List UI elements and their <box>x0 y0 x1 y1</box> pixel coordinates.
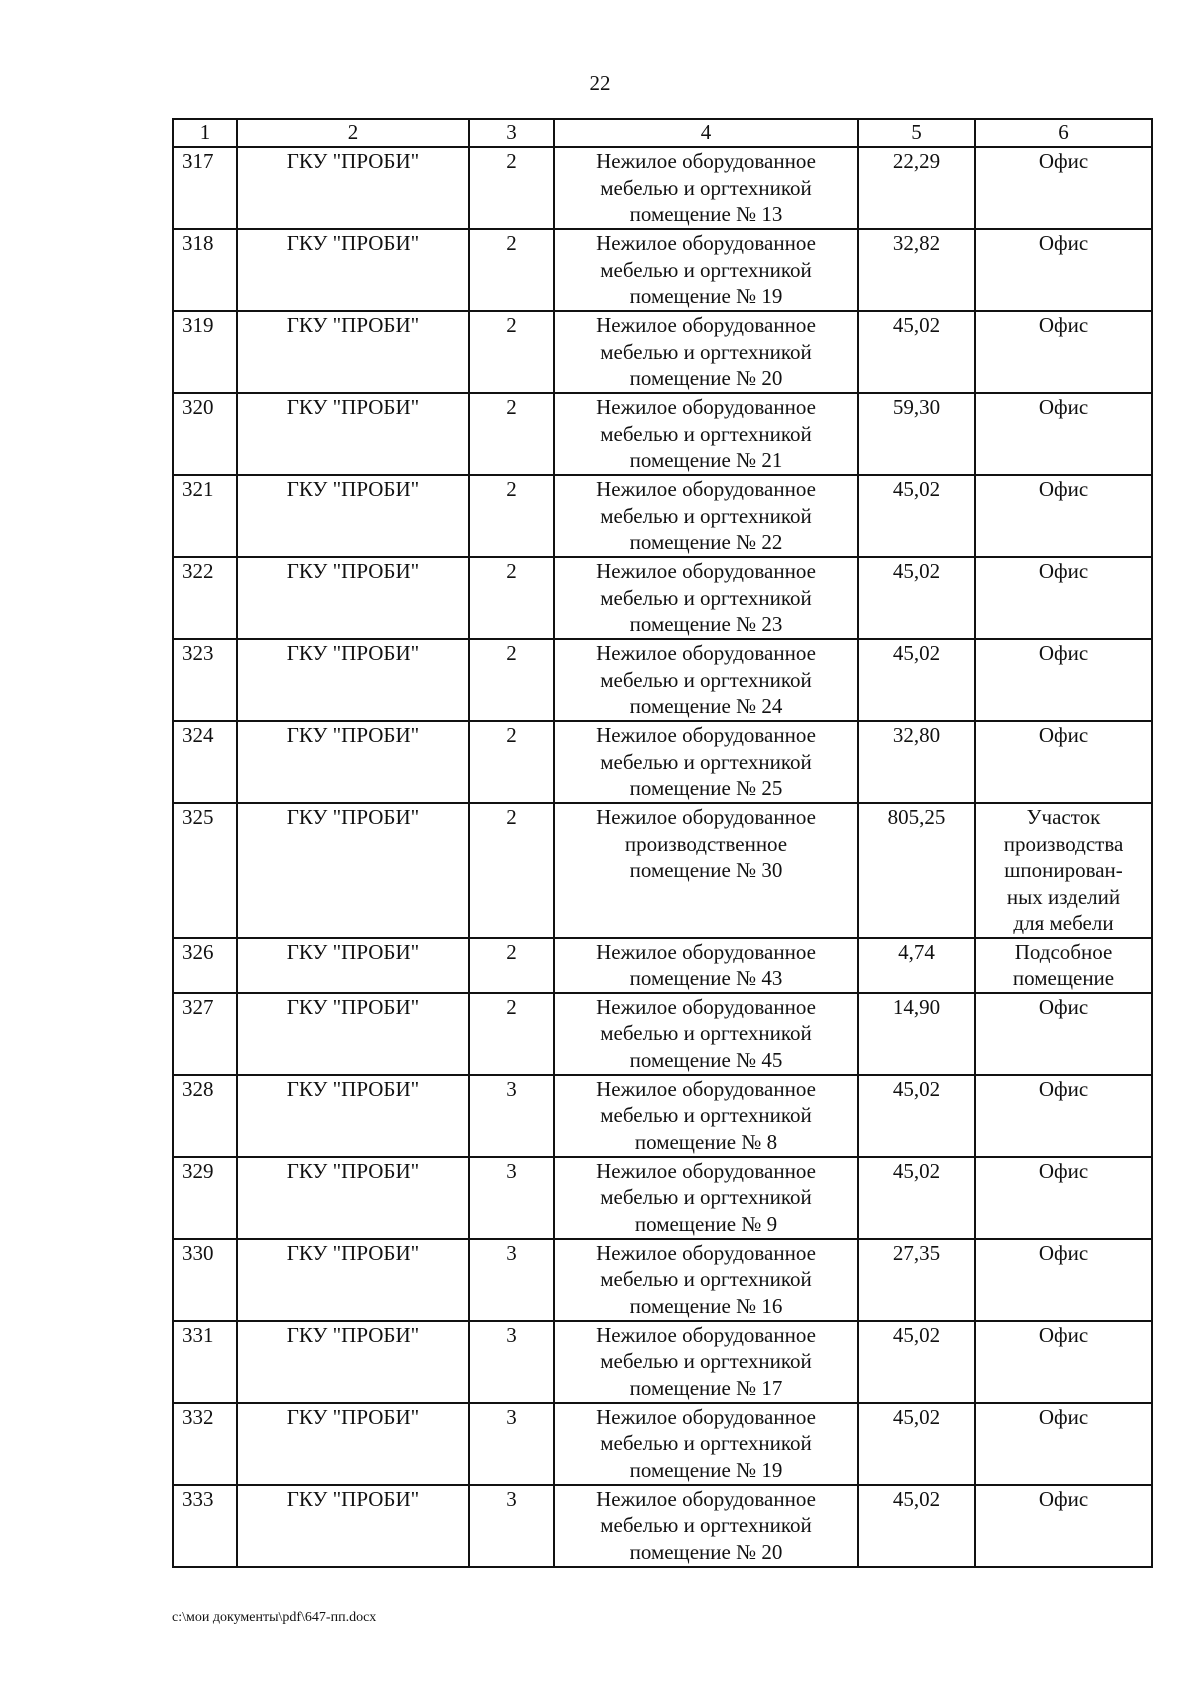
cell-description-line: мебелью и оргтехникой <box>600 667 812 692</box>
cell-purpose-line: производства <box>1003 831 1124 856</box>
cell-purpose <box>975 721 1152 803</box>
page-number: 22 <box>589 71 611 95</box>
cell-description-line: Нежилое оборудованное <box>596 1158 816 1183</box>
table-row <box>173 1075 1152 1157</box>
cell-description <box>554 229 858 311</box>
cell-description <box>554 311 858 393</box>
table-row <box>173 1321 1152 1403</box>
cell-purpose-line: для мебели <box>1013 911 1114 935</box>
table-row <box>173 1485 1152 1567</box>
cell-area: 45,02 <box>858 1321 975 1403</box>
cell-area: 22,29 <box>858 147 975 229</box>
column-header-5: 5 <box>858 119 975 147</box>
cell-description-line: помещение № 25 <box>629 776 783 800</box>
cell-description-line: помещение № 17 <box>629 1375 783 1400</box>
footer-file-path: c:\мои документы\pdf\647-пп.docx <box>172 1610 377 1625</box>
cell-description <box>554 1075 858 1157</box>
cell-organization: ГКУ "ПРОБИ" <box>237 993 469 1075</box>
table-body <box>173 147 1152 1567</box>
cell-purpose <box>975 639 1152 721</box>
cell-number: 318 <box>173 229 237 311</box>
cell-description-line: Нежилое оборудованное <box>596 1240 816 1265</box>
table-row <box>173 993 1152 1075</box>
cell-description-line: помещение № 30 <box>629 858 783 882</box>
cell-number: 323 <box>173 639 237 721</box>
cell-description-line: Нежилое оборудованное <box>596 1322 816 1347</box>
cell-description <box>554 1485 858 1567</box>
cell-area: 32,82 <box>858 229 975 311</box>
cell-organization: ГКУ "ПРОБИ" <box>237 475 469 557</box>
table-row <box>173 475 1152 557</box>
table-row <box>173 557 1152 639</box>
cell-description-line: Нежилое оборудованное <box>596 313 816 337</box>
cell-purpose-line: Подсобное <box>1014 939 1113 964</box>
cell-description <box>554 475 858 557</box>
cell-purpose-line: Офис <box>1038 477 1089 501</box>
cell-purpose-line: Офис <box>1038 559 1089 583</box>
cell-floor: 3 <box>469 1321 554 1403</box>
cell-purpose-line: Офис <box>1038 1158 1089 1183</box>
cell-description-line: Нежилое оборудованное <box>596 559 816 583</box>
cell-number: 330 <box>173 1239 237 1321</box>
cell-description-line: мебелью и оргтехникой <box>600 175 812 200</box>
cell-number: 325 <box>173 803 237 938</box>
cell-description-line: помещение № 22 <box>629 530 783 554</box>
cell-purpose-line: Офис <box>1038 641 1089 665</box>
cell-description <box>554 938 858 993</box>
cell-area: 45,02 <box>858 1485 975 1567</box>
table-row <box>173 147 1152 229</box>
cell-description <box>554 1239 858 1321</box>
cell-description-line: Нежилое оборудованное <box>596 805 816 829</box>
cell-purpose <box>975 557 1152 639</box>
cell-number: 319 <box>173 311 237 393</box>
table-row <box>173 1157 1152 1239</box>
cell-purpose-line: Офис <box>1038 1076 1089 1101</box>
table-row <box>173 803 1152 938</box>
column-header-2: 2 <box>237 119 469 147</box>
cell-description-line: Нежилое оборудованное <box>596 994 816 1019</box>
column-header-6: 6 <box>975 119 1152 147</box>
table-row <box>173 639 1152 721</box>
cell-description-line: Нежилое оборудованное <box>596 939 816 964</box>
cell-purpose <box>975 1239 1152 1321</box>
cell-area: 805,25 <box>858 803 975 938</box>
cell-number: 332 <box>173 1403 237 1485</box>
column-header-4: 4 <box>554 119 858 147</box>
cell-description-line: мебелью и оргтехникой <box>600 1513 812 1537</box>
table-row <box>173 938 1152 993</box>
cell-description <box>554 803 858 938</box>
cell-organization: ГКУ "ПРОБИ" <box>237 1157 469 1239</box>
cell-number: 320 <box>173 393 237 475</box>
cell-area: 45,02 <box>858 557 975 639</box>
cell-purpose <box>975 1157 1152 1239</box>
cell-organization: ГКУ "ПРОБИ" <box>237 229 469 311</box>
cell-description-line: мебелью и оргтехникой <box>600 1349 812 1373</box>
cell-description-line: помещение № 20 <box>629 1539 783 1564</box>
cell-description-line: помещение № 23 <box>629 612 783 636</box>
cell-description-line: помещение № 21 <box>629 448 783 472</box>
cell-purpose-line: Офис <box>1038 231 1089 255</box>
table-row <box>173 311 1152 393</box>
cell-number: 317 <box>173 147 237 229</box>
table-header-row <box>173 119 1152 147</box>
cell-organization: ГКУ "ПРОБИ" <box>237 639 469 721</box>
cell-purpose <box>975 1485 1152 1567</box>
cell-purpose <box>975 147 1152 229</box>
cell-description-line: помещение № 24 <box>629 694 783 718</box>
cell-number: 333 <box>173 1485 237 1567</box>
cell-purpose <box>975 1321 1152 1403</box>
cell-floor: 2 <box>469 393 554 475</box>
cell-organization: ГКУ "ПРОБИ" <box>237 721 469 803</box>
cell-organization: ГКУ "ПРОБИ" <box>237 311 469 393</box>
cell-description <box>554 993 858 1075</box>
cell-organization: ГКУ "ПРОБИ" <box>237 557 469 639</box>
table-row <box>173 721 1152 803</box>
cell-purpose <box>975 993 1152 1075</box>
cell-floor: 2 <box>469 311 554 393</box>
cell-description <box>554 721 858 803</box>
cell-description-line: мебелью и оргтехникой <box>600 749 812 774</box>
cell-description <box>554 1157 858 1239</box>
cell-description <box>554 1403 858 1485</box>
cell-purpose <box>975 803 1152 938</box>
cell-number: 324 <box>173 721 237 803</box>
cell-area: 14,90 <box>858 993 975 1075</box>
cell-purpose <box>975 475 1152 557</box>
cell-organization: ГКУ "ПРОБИ" <box>237 1485 469 1567</box>
cell-description-line: Нежилое оборудованное <box>596 1404 816 1429</box>
cell-purpose <box>975 938 1152 993</box>
cell-purpose-line: Участок <box>1026 805 1101 829</box>
cell-description-line: Нежилое оборудованное <box>596 395 816 419</box>
cell-number: 321 <box>173 475 237 557</box>
cell-description-line: мебелью и оргтехникой <box>600 503 812 528</box>
cell-description <box>554 1321 858 1403</box>
cell-organization: ГКУ "ПРОБИ" <box>237 1075 469 1157</box>
table-row <box>173 229 1152 311</box>
cell-purpose-line: шпонирован- <box>1004 858 1123 882</box>
cell-description-line: мебелью и оргтехникой <box>600 1267 812 1291</box>
cell-description-line: мебелью и оргтехникой <box>600 1021 812 1045</box>
cell-organization: ГКУ "ПРОБИ" <box>237 803 469 938</box>
cell-number: 322 <box>173 557 237 639</box>
cell-purpose <box>975 1403 1152 1485</box>
cell-description-line: помещение № 19 <box>629 284 783 308</box>
cell-organization: ГКУ "ПРОБИ" <box>237 1239 469 1321</box>
cell-purpose-line: Офис <box>1038 1322 1089 1347</box>
cell-description-line: производственное <box>624 831 788 856</box>
cell-purpose-line: помещение <box>1012 966 1115 990</box>
cell-number: 329 <box>173 1157 237 1239</box>
cell-organization: ГКУ "ПРОБИ" <box>237 1321 469 1403</box>
cell-floor: 2 <box>469 147 554 229</box>
cell-floor: 3 <box>469 1485 554 1567</box>
cell-purpose-line: Офис <box>1038 994 1089 1019</box>
cell-description <box>554 639 858 721</box>
cell-organization: ГКУ "ПРОБИ" <box>237 1403 469 1485</box>
cell-area: 45,02 <box>858 639 975 721</box>
cell-description-line: помещение № 19 <box>629 1457 783 1482</box>
cell-area: 4,74 <box>858 938 975 993</box>
table-row <box>173 393 1152 475</box>
cell-description-line: мебелью и оргтехникой <box>600 1103 812 1127</box>
cell-area: 59,30 <box>858 393 975 475</box>
cell-floor: 2 <box>469 229 554 311</box>
cell-description-line: помещение № 20 <box>629 366 783 390</box>
cell-area: 45,02 <box>858 475 975 557</box>
cell-description-line: мебелью и оргтехникой <box>600 421 812 446</box>
cell-purpose-line: Офис <box>1038 313 1089 337</box>
cell-purpose-line: Офис <box>1038 1404 1089 1429</box>
cell-purpose-line: Офис <box>1038 723 1089 747</box>
cell-purpose-line: Офис <box>1038 1486 1089 1511</box>
cell-floor: 2 <box>469 993 554 1075</box>
cell-floor: 2 <box>469 639 554 721</box>
cell-purpose-line: Офис <box>1038 1240 1089 1265</box>
cell-description-line: Нежилое оборудованное <box>596 1486 816 1511</box>
cell-purpose-line: Офис <box>1038 149 1089 173</box>
cell-number: 328 <box>173 1075 237 1157</box>
cell-area: 45,02 <box>858 1157 975 1239</box>
cell-description-line: помещение № 9 <box>634 1211 778 1236</box>
cell-description <box>554 557 858 639</box>
cell-organization: ГКУ "ПРОБИ" <box>237 393 469 475</box>
cell-floor: 2 <box>469 557 554 639</box>
cell-area: 45,02 <box>858 1075 975 1157</box>
cell-description-line: Нежилое оборудованное <box>596 723 816 747</box>
cell-purpose <box>975 393 1152 475</box>
cell-purpose <box>975 229 1152 311</box>
cell-description-line: помещение № 43 <box>629 966 783 990</box>
cell-number: 331 <box>173 1321 237 1403</box>
table-row <box>173 1403 1152 1485</box>
cell-organization: ГКУ "ПРОБИ" <box>237 938 469 993</box>
column-header-1: 1 <box>173 119 237 147</box>
premises-table <box>172 118 1153 1568</box>
cell-description-line: мебелью и оргтехникой <box>600 339 812 364</box>
cell-number: 327 <box>173 993 237 1075</box>
cell-description-line: помещение № 45 <box>629 1047 783 1072</box>
cell-purpose-line: Офис <box>1038 395 1089 419</box>
cell-description-line: помещение № 13 <box>629 202 783 226</box>
cell-purpose <box>975 311 1152 393</box>
cell-area: 45,02 <box>858 1403 975 1485</box>
cell-floor: 3 <box>469 1403 554 1485</box>
cell-description-line: Нежилое оборудованное <box>596 231 816 255</box>
cell-floor: 2 <box>469 803 554 938</box>
cell-floor: 2 <box>469 938 554 993</box>
cell-area: 27,35 <box>858 1239 975 1321</box>
cell-description-line: Нежилое оборудованное <box>596 149 816 173</box>
cell-description-line: Нежилое оборудованное <box>596 1076 816 1101</box>
cell-purpose <box>975 1075 1152 1157</box>
table-row <box>173 1239 1152 1321</box>
cell-floor: 3 <box>469 1075 554 1157</box>
cell-description-line: помещение № 16 <box>629 1293 783 1318</box>
cell-description <box>554 147 858 229</box>
cell-description-line: мебелью и оргтехникой <box>600 1185 812 1209</box>
cell-organization: ГКУ "ПРОБИ" <box>237 147 469 229</box>
cell-area: 32,80 <box>858 721 975 803</box>
cell-purpose-line: ных изделий <box>1006 884 1121 909</box>
cell-floor: 2 <box>469 721 554 803</box>
cell-description-line: помещение № 8 <box>634 1129 778 1154</box>
column-header-3: 3 <box>469 119 554 147</box>
cell-area: 45,02 <box>858 311 975 393</box>
cell-floor: 3 <box>469 1157 554 1239</box>
cell-floor: 2 <box>469 475 554 557</box>
cell-number: 326 <box>173 938 237 993</box>
cell-description-line: Нежилое оборудованное <box>596 477 816 501</box>
cell-floor: 3 <box>469 1239 554 1321</box>
cell-description-line: мебелью и оргтехникой <box>600 1431 812 1455</box>
cell-description <box>554 393 858 475</box>
cell-description-line: мебелью и оргтехникой <box>600 257 812 282</box>
cell-description-line: Нежилое оборудованное <box>596 641 816 665</box>
cell-description-line: мебелью и оргтехникой <box>600 585 812 610</box>
